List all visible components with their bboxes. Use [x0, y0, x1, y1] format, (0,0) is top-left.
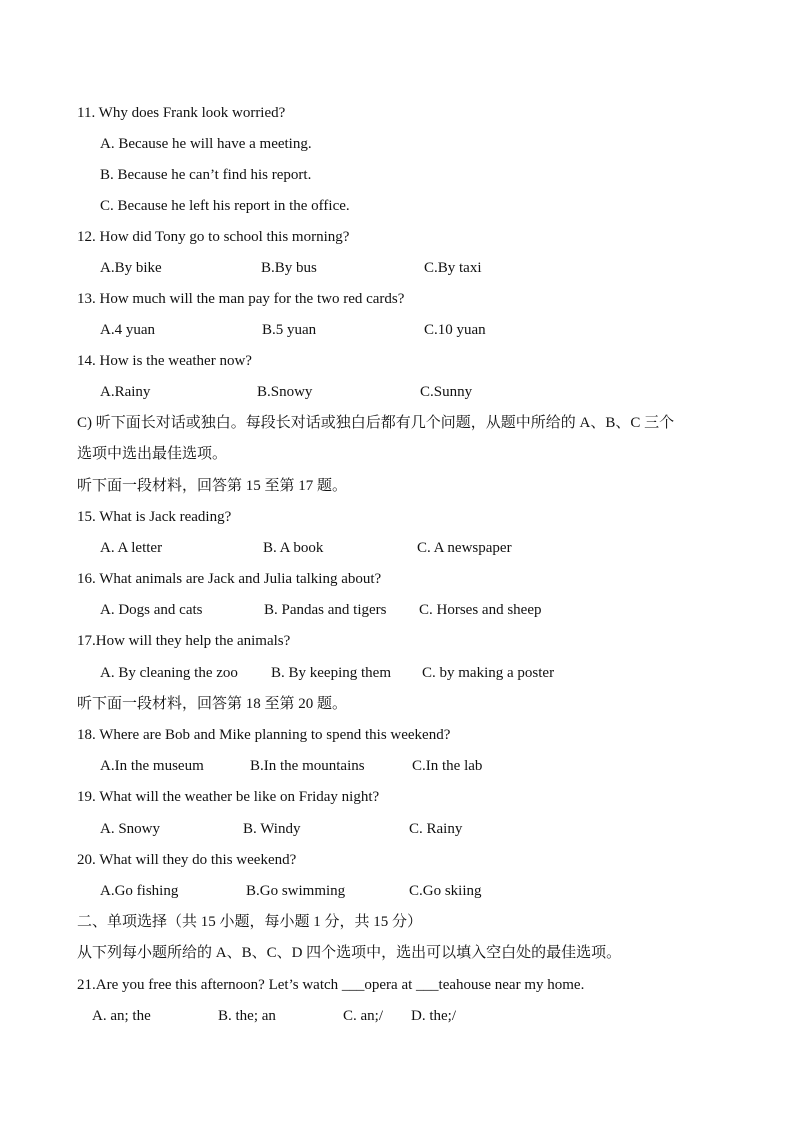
- question-14: 14. How is the weather now?: [77, 353, 252, 369]
- q18-option-a: A.In the museum: [100, 758, 204, 774]
- q21-option-a: A. an; the: [92, 1008, 151, 1024]
- q20-option-a: A.Go fishing: [100, 883, 179, 899]
- section-c-instruction: C) 听下面长对话或独白。每段长对话或独白后都有几个问题，从题中所给的 A、B、C 三个: [77, 415, 675, 431]
- q21-option-d: D. the;/: [411, 1008, 456, 1024]
- section-c-instruction-cont: 选项中选出最佳选项。: [77, 446, 228, 462]
- question-19: 19. What will the weather be like on Friday night?: [77, 789, 380, 805]
- question-12: 12. How did Tony go to school this morning?: [77, 229, 350, 245]
- q11-option-c: C. Because he left his report in the office.: [100, 198, 350, 214]
- question-15: 15. What is Jack reading?: [77, 509, 232, 525]
- question-11: 11. Why does Frank look worried?: [77, 105, 286, 121]
- q16-option-c: C. Horses and sheep: [419, 602, 542, 618]
- q17-option-c: C. by making a poster: [422, 665, 555, 681]
- q21-option-c: C. an;/: [343, 1008, 383, 1024]
- q17-option-a: A. By cleaning the zoo: [100, 665, 238, 681]
- q14-option-b: B.Snowy: [257, 384, 313, 400]
- q11-option-b: B. Because he can’t find his report.: [100, 167, 312, 183]
- part-2-instruction: 从下列每小题所给的 A、B、C、D 四个选项中，选出可以填入空白处的最佳选项。: [77, 945, 622, 961]
- q17-option-b: B. By keeping them: [271, 665, 391, 681]
- question-17: 17.How will they help the animals?: [77, 633, 291, 649]
- q19-option-c: C. Rainy: [409, 821, 463, 837]
- listening-intro-18-20: 听下面一段材料，回答第 18 至第 20 题。: [77, 696, 348, 712]
- q15-option-b: B. A book: [263, 540, 324, 556]
- question-20: 20. What will they do this weekend?: [77, 852, 297, 868]
- question-13: 13. How much will the man pay for the two red cards?: [77, 291, 405, 307]
- q12-option-a: A.By bike: [100, 260, 162, 276]
- q15-option-a: A. A letter: [100, 540, 163, 556]
- q13-option-a: A.4 yuan: [100, 322, 155, 338]
- part-2-heading: 二、单项选择（共 15 小题，每小题 1 分，共 15 分）: [77, 914, 423, 930]
- q13-option-b: B.5 yuan: [262, 322, 317, 338]
- q18-option-b: B.In the mountains: [250, 758, 365, 774]
- listening-intro-15-17: 听下面一段材料，回答第 15 至第 17 题。: [77, 478, 348, 494]
- q16-option-a: A. Dogs and cats: [100, 602, 203, 618]
- q12-option-b: B.By bus: [261, 260, 317, 276]
- q21-option-b: B. the; an: [218, 1008, 276, 1024]
- q13-option-c: C.10 yuan: [424, 322, 486, 338]
- question-18: 18. Where are Bob and Mike planning to spend this weekend?: [77, 727, 451, 743]
- q12-option-c: C.By taxi: [424, 260, 482, 276]
- question-21: 21.Are you free this afternoon? Let’s watch ___opera at ___teahouse near my home.: [77, 977, 585, 993]
- q11-option-a: A. Because he will have a meeting.: [100, 136, 312, 152]
- q14-option-c: C.Sunny: [420, 384, 473, 400]
- q20-option-c: C.Go skiing: [409, 883, 482, 899]
- q16-option-b: B. Pandas and tigers: [264, 602, 387, 618]
- q20-option-b: B.Go swimming: [246, 883, 346, 899]
- q14-option-a: A.Rainy: [100, 384, 151, 400]
- q19-option-b: B. Windy: [243, 821, 301, 837]
- q15-option-c: C. A newspaper: [417, 540, 512, 556]
- question-16: 16. What animals are Jack and Julia talking about?: [77, 571, 382, 587]
- q19-option-a: A. Snowy: [100, 821, 161, 837]
- q18-option-c: C.In the lab: [412, 758, 483, 774]
